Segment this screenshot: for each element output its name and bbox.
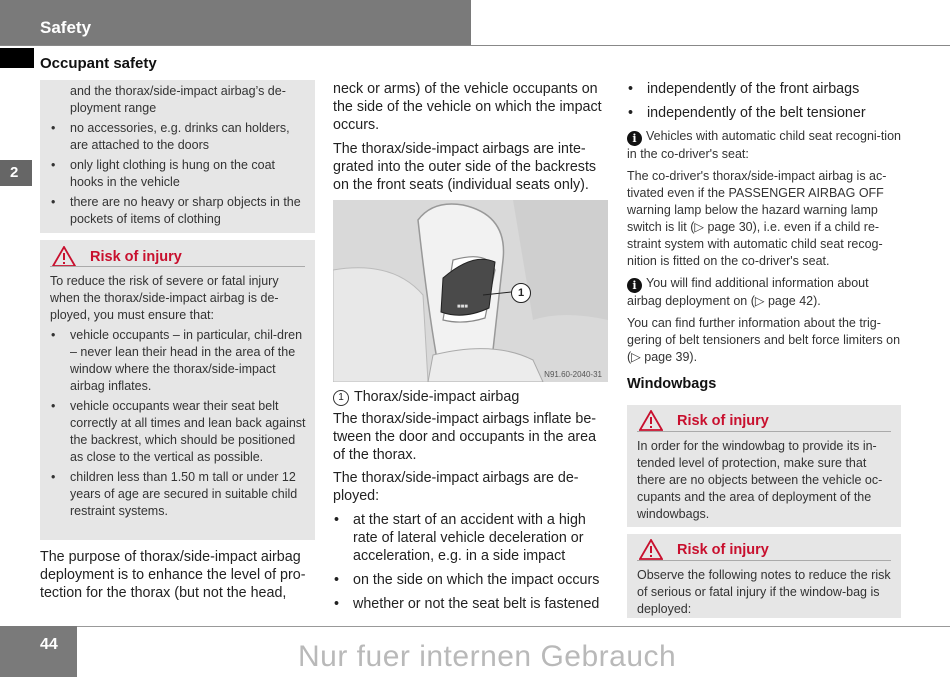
warning-rule [50,266,305,267]
list-item: • vehicle occupants wear their seat belt correctly at all times and lean back against the backrest, which should be positioned as close to the vertical as possible. [51,399,306,464]
bullet-dot-icon: • [334,572,340,588]
image-code: N91.60-2040-31 [544,370,602,379]
bullet-dot-icon: • [51,470,56,484]
bullet-dot-icon: • [628,81,634,97]
warning-rule [637,431,891,432]
warning-title: Risk of injury [677,541,769,558]
warning-box [40,240,315,540]
info-note: i You will find additional information about airbag deployment on (▷ page 42). [627,276,869,308]
body-paragraph: The thorax/side-impact airbags are inte-grated into the outer side of the backrests on the front seats (individual seats only). [333,141,597,193]
warning-title: Risk of injury [90,248,182,265]
info-icon: i [627,278,642,293]
bullet-dot-icon: • [334,596,340,612]
watermark: Nur fuer internen Gebrauch [298,640,677,673]
warning-triangle-icon [639,539,663,560]
warning-box [627,534,901,618]
list-item: • independently of the front airbags [628,81,860,97]
info-note-text: The co-driver's thorax/side-impact airbag is ac-tivated even if the PASSENGER AIRBAG OFF warning lamp below the hazard warning lamp switch is lit (▷ page 30), i.e. even if a child re-straint system with automatic child seat recog-nition is fitted on the co-driver's seat. [627,169,887,268]
list-item: • children less than 1.50 m tall or under 12 years of age are secured in suitable child restraint systems. [51,470,298,518]
page-number: 44 [40,636,58,653]
body-paragraph: The thorax/side-impact airbags inflate be-tween the door and occupants in the area of the thorax. [333,411,597,463]
bullet-dot-icon: • [334,512,340,528]
warning-text: In order for the windowbag to provide its in-tended level of protection, make sure that there are no objects between the vehicle oc-cupants and the area of deployment of the windowbags. [637,439,883,521]
callout-number: 1 [333,390,349,406]
info-note: i Vehicles with automatic child seat recogni-tion in the co-driver's seat: [627,129,901,161]
section-title: Safety [40,18,92,37]
bullet-dot-icon: • [51,158,56,172]
bullet-dot-icon: • [51,399,56,413]
info-icon: i [627,131,642,146]
box-continuation: and the thorax/side-impact airbag’s de-ployment range [70,84,286,115]
body-paragraph: neck or arms) of the vehicle occupants on the side of the vehicle on which the impact occurs. [333,81,602,133]
warning-triangle-icon [639,410,663,431]
subsection-title: Occupant safety [40,55,157,72]
warning-title: Risk of injury [677,412,769,429]
list-item: • independently of the belt tensioner [628,105,866,121]
warning-rule [637,560,891,561]
windowbags-heading: Windowbags [627,376,717,392]
info-note-text: You can find further information about the trig-gering of belt tensioners and belt force limiters on (▷ page 39). [627,316,901,364]
checklist-box [40,80,315,233]
header-rule [0,45,950,46]
warning-text: Observe the following notes to reduce the risk of serious or fatal injury if the window-bag is deployed: [637,568,891,616]
seat-airbag-illustration [333,200,608,382]
body-paragraph: The purpose of thorax/side-impact airbag deployment is to enhance the level of pro-tection for the thorax (but not the head, [40,549,306,601]
seat-drawing [333,200,608,382]
body-paragraph: The thorax/side-impact airbags are de-ployed: [333,470,579,504]
bullet-dot-icon: • [51,121,56,135]
bullet-dot-icon: • [51,328,56,342]
list-item: • whether or not the seat belt is fastened [334,596,600,612]
list-item: • there are no heavy or sharp objects in the pockets of items of clothing [51,195,301,226]
list-item: • only light clothing is hung on the coat hooks in the vehicle [51,158,275,189]
list-item: • vehicle occupants – in particular, chil-dren – never lean their head in the area of the window where the thorax/side-impact airbag inflates. [51,328,303,393]
section-marker [0,48,34,68]
callout-marker: 1 [511,283,531,303]
svg-text:■■■: ■■■ [457,304,468,310]
warning-box [627,405,901,527]
list-item: • at the start of an accident with a high rate of lateral vehicle deceleration or acceleration, e.g. in a side impact [334,512,586,564]
warning-text: To reduce the risk of severe or fatal injury when the thorax/side-impact airbag is de-ployed, you must ensure that: [50,274,279,322]
footer-rule [0,626,950,627]
warning-triangle-icon [52,246,76,267]
bullet-dot-icon: • [628,105,634,121]
chapter-tab: 2 [0,160,32,186]
list-item: • no accessories, e.g. drinks can holders, are attached to the doors [51,121,290,152]
list-item: • on the side on which the impact occurs [334,572,600,588]
page-number-tab [0,626,77,677]
image-caption: 1 Thorax/side-impact airbag [333,388,611,406]
bullet-dot-icon: • [51,195,56,209]
